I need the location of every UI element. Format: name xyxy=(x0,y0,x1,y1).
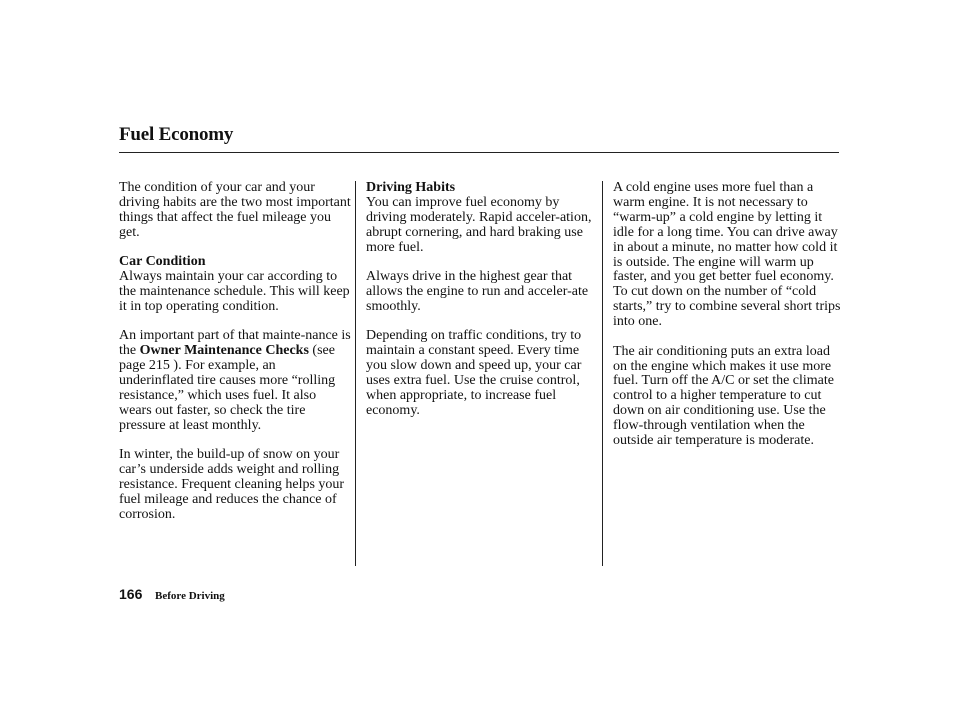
gear-paragraph: Always drive in the highest gear that allows the engine to run and acceler-ate smoothly. xyxy=(366,269,589,314)
column-2 xyxy=(366,181,596,433)
car-condition-heading: Car Condition xyxy=(119,254,206,270)
car-condition-section xyxy=(119,255,351,315)
winter-paragraph: In winter, the build-up of snow on your car’s underside adds weight and rolling resistance. Frequent cleaning helps your fuel mileage and reduces the chance of corrosion. xyxy=(119,447,345,522)
car-condition-text: Always maintain your car according to the maintenance schedule. This will keep it in top operating condition. xyxy=(119,269,350,314)
maintenance-paragraph xyxy=(119,329,351,433)
owner-maintenance-checks-ref: Owner Maintenance Checks xyxy=(139,343,309,359)
column-1 xyxy=(119,181,351,538)
section-name: Before Driving xyxy=(155,590,225,602)
column-divider xyxy=(355,181,356,566)
column-divider xyxy=(602,181,603,566)
driving-habits-heading: Driving Habits xyxy=(366,180,456,195)
air-conditioning-paragraph: The air conditioning puts an extra load on the engine which makes it use more fuel. Turn off the A/C or set the climate control to a higher temperature to cut down on air conditioning use. Use the flow-through ventilation when the outside air temperature is moderate. xyxy=(613,343,834,449)
maintenance-text-after: (see page 215 ). For example, an underinflated tire causes more “rolling resistance,” which uses fuel. It also wears out faster, so check the tire pressure at least monthly. xyxy=(119,343,336,433)
page-title: Fuel Economy xyxy=(119,124,234,145)
page-number: 166 xyxy=(119,586,143,602)
driving-habits-section xyxy=(366,181,596,256)
driving-habits-text: You can improve fuel economy by driving moderately. Rapid acceler-ation, abrupt cornering, and hard braking use more fuel. xyxy=(366,194,592,255)
maintenance-text-before: An important part of that mainte-nance is the xyxy=(119,328,351,359)
intro-paragraph: The condition of your car and your driving habits are the two most important things that affect the fuel mileage you get. xyxy=(119,180,351,240)
column-3 xyxy=(613,181,845,464)
title-rule xyxy=(119,152,839,153)
cold-engine-paragraph: A cold engine uses more fuel than a warm engine. It is not necessary to “warm-up” a cold engine by letting it idle for a long time. You can drive away in about a minute, no matter how cold it is outside. The engine will warm up faster, and you get better fuel economy. To cut down on the number of “cold starts,” try to combine several short trips into one. xyxy=(613,180,841,330)
traffic-paragraph: Depending on traffic conditions, try to maintain a constant speed. Every time you slow down and speed up, your car uses extra fuel. Use the cruise control, when appropriate, to increase fuel economy. xyxy=(366,328,582,418)
